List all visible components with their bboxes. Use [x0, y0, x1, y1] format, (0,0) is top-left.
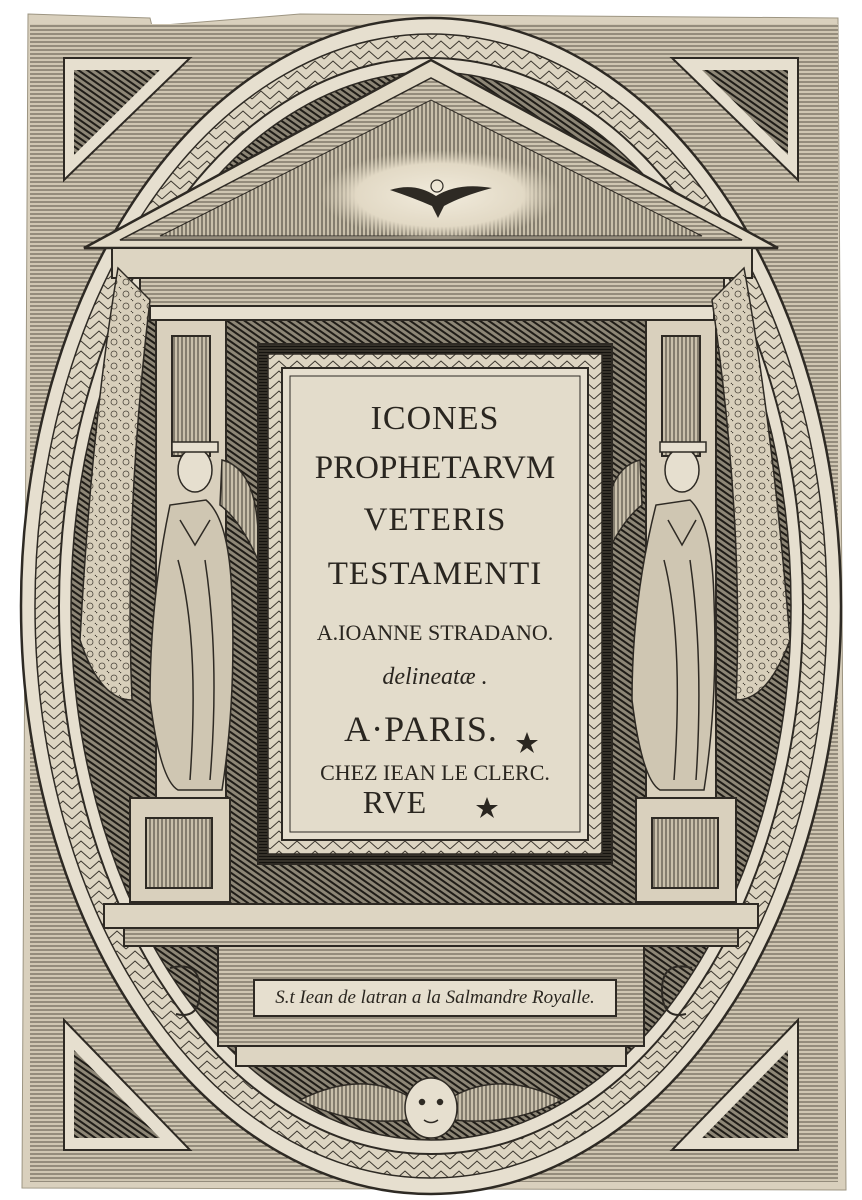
- delineatae-line: delineatæ .: [382, 664, 488, 690]
- banner-inscription: S.t Iean de latran a la Salmandre Royalle.: [275, 987, 595, 1008]
- publisher-line: CHEZ IEAN LE CLERC.: [320, 760, 550, 785]
- title-line-icones: ICONES: [370, 400, 500, 437]
- paris-line: A·PARIS.: [344, 709, 498, 749]
- entablature: [112, 248, 752, 320]
- title-line-prophetarum: PROPHETARVM: [314, 450, 556, 486]
- title-block: [290, 380, 580, 830]
- rue-line: RVE: [362, 784, 428, 820]
- title-line-veteris: VETERIS: [363, 502, 507, 538]
- author-line: A.IOANNE STRADANO.: [316, 620, 554, 645]
- title-line-testamenti: TESTAMENTI: [327, 556, 543, 592]
